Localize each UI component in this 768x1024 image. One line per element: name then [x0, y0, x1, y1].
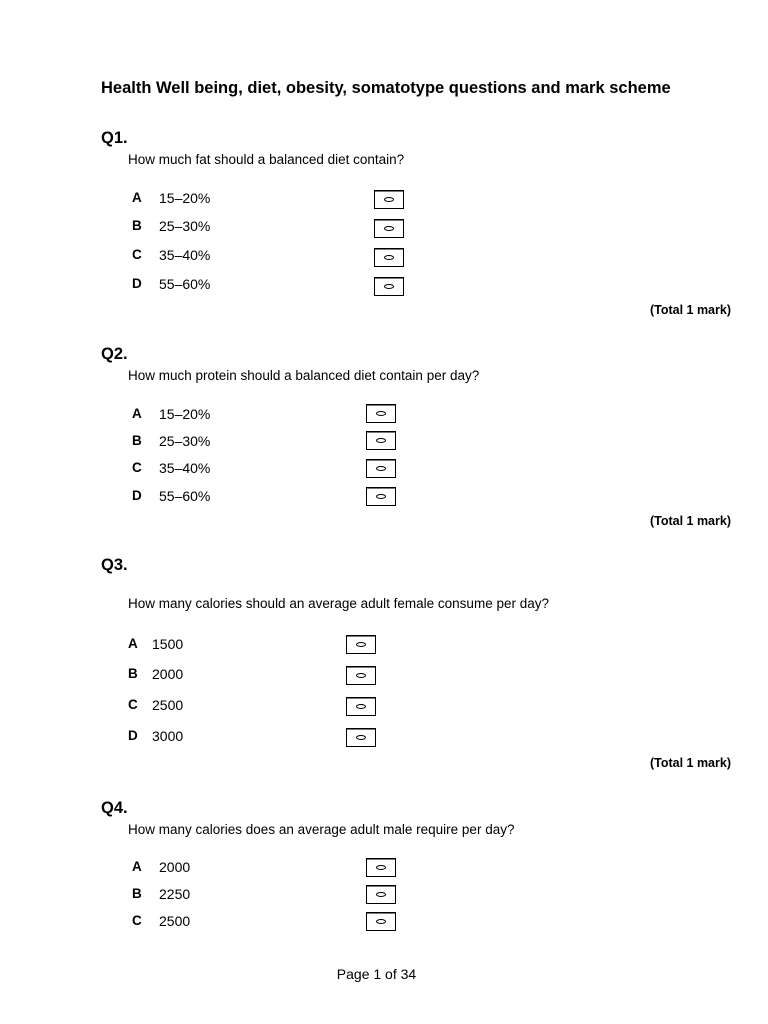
question-text: How many calories does an average adult male require per day? [128, 822, 515, 837]
option-letter: A [132, 406, 142, 421]
option-text: 2000 [159, 859, 191, 875]
answer-checkbox[interactable] [366, 431, 396, 450]
oval-icon [376, 466, 386, 471]
question-number: Q3. [101, 556, 128, 574]
option-text: 35–40% [159, 460, 211, 476]
oval-icon [376, 438, 386, 443]
answer-checkbox[interactable] [366, 885, 396, 904]
answer-checkbox[interactable] [366, 858, 396, 877]
option-letter: B [128, 666, 138, 681]
oval-icon [384, 284, 394, 289]
question-text: How much protein should a balanced diet contain per day? [128, 368, 480, 383]
option-letter: A [128, 636, 138, 651]
option-letter: C [132, 247, 142, 262]
total-marks: (Total 1 mark) [649, 514, 731, 528]
answer-checkbox[interactable] [374, 277, 404, 296]
option-letter: D [132, 276, 142, 291]
question-number: Q2. [101, 345, 128, 363]
total-marks: (Total 1 mark) [649, 303, 731, 317]
option-letter: D [132, 488, 142, 503]
option-text: 25–30% [159, 218, 211, 234]
answer-checkbox[interactable] [374, 219, 404, 238]
option-text: 1500 [152, 636, 184, 652]
option-letter: C [128, 697, 138, 712]
oval-icon [376, 494, 386, 499]
oval-icon [356, 673, 366, 678]
option-letter: D [128, 728, 138, 743]
option-letter: B [132, 218, 142, 233]
option-text: 15–20% [159, 190, 211, 206]
option-text: 2250 [159, 886, 191, 902]
answer-checkbox[interactable] [346, 697, 376, 716]
answer-checkbox[interactable] [346, 635, 376, 654]
answer-checkbox[interactable] [366, 459, 396, 478]
option-text: 3000 [152, 728, 184, 744]
option-letter: C [132, 913, 142, 928]
total-marks: (Total 1 mark) [649, 756, 731, 770]
option-text: 25–30% [159, 433, 211, 449]
question-text: How many calories should an average adult female consume per day? [128, 596, 549, 611]
answer-checkbox[interactable] [366, 487, 396, 506]
option-text: 35–40% [159, 247, 211, 263]
oval-icon [384, 226, 394, 231]
oval-icon [356, 642, 366, 647]
option-letter: C [132, 460, 142, 475]
oval-icon [376, 892, 386, 897]
option-letter: B [132, 886, 142, 901]
answer-checkbox[interactable] [346, 728, 376, 747]
question-number: Q1. [101, 129, 128, 147]
oval-icon [356, 704, 366, 709]
option-text: 55–60% [159, 488, 211, 504]
page-number-footer: Page 1 of 34 [336, 966, 417, 982]
oval-icon [376, 919, 386, 924]
answer-checkbox[interactable] [374, 248, 404, 267]
option-text: 15–20% [159, 406, 211, 422]
oval-icon [356, 735, 366, 740]
answer-checkbox[interactable] [366, 912, 396, 931]
oval-icon [376, 865, 386, 870]
option-letter: A [132, 190, 142, 205]
question-number: Q4. [101, 799, 128, 817]
answer-checkbox[interactable] [374, 190, 404, 209]
option-text: 2000 [152, 666, 184, 682]
option-letter: B [132, 433, 142, 448]
oval-icon [384, 255, 394, 260]
option-text: 2500 [152, 697, 184, 713]
option-text: 2500 [159, 913, 191, 929]
option-letter: A [132, 859, 142, 874]
question-text: How much fat should a balanced diet contain? [128, 152, 405, 167]
oval-icon [384, 197, 394, 202]
document-title: Health Well being, diet, obesity, somatotype questions and mark scheme [101, 79, 671, 97]
option-text: 55–60% [159, 276, 211, 292]
answer-checkbox[interactable] [346, 666, 376, 685]
oval-icon [376, 411, 386, 416]
answer-checkbox[interactable] [366, 404, 396, 423]
